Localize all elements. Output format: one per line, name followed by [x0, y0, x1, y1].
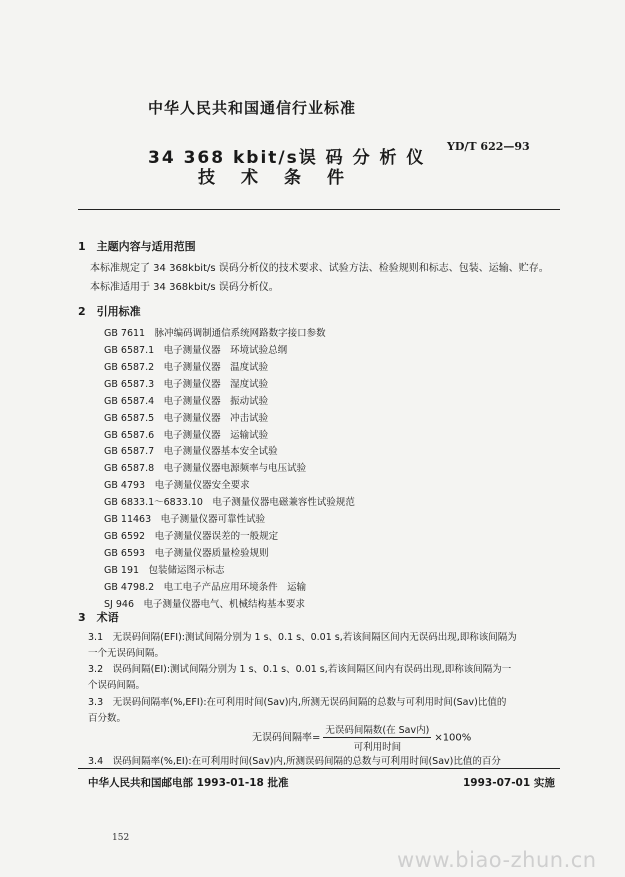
- reference-item: GB 4798.2 电工电子产品应用环境条件 运输: [104, 582, 307, 593]
- site-watermark: www.biao-zhun.cn: [397, 848, 597, 872]
- formula-multiplier: ×100%: [434, 732, 472, 744]
- header-divider: [78, 209, 560, 210]
- formula-denominator: 可利用时间: [353, 742, 402, 753]
- section1-paragraph-1: 本标准规定了 34 368kbit/s 误码分析仪的技术要求、试验方法、检验规则和标志、包装、运输、贮存。: [90, 263, 549, 274]
- reference-item: GB 4793 电子测量仪器安全要求: [104, 480, 250, 491]
- standard-code: YD/T 622—93: [447, 140, 530, 153]
- footer-divider: [78, 768, 560, 769]
- reference-item: GB 6587.4 电子测量仪器 振动试验: [104, 396, 269, 407]
- section1-paragraph-2: 本标准适用于 34 368kbit/s 误码分析仪。: [90, 282, 279, 293]
- document-title-line1: 34 368 kbit/s误 码 分 析 仪: [148, 148, 426, 168]
- approval-line: 中华人民共和国邮电部 1993-01-18 批准: [88, 777, 289, 789]
- term-3-3-line2: 百分数。: [88, 713, 127, 724]
- reference-item: GB 6587.3 电子测量仪器 湿度试验: [104, 379, 269, 390]
- efi-formula: [252, 722, 471, 753]
- formula-fraction: [323, 722, 431, 753]
- term-3-2-line1: 3.2 误码间隔(EI):测试间隔分别为 1 s、0.1 s、0.01 s,若该间隔区间内有误码出现,即称该间隔为一: [88, 664, 512, 675]
- reference-item: GB 191 包装储运图示标志: [104, 565, 225, 576]
- section-heading-2: 2 引用标准: [78, 305, 141, 318]
- reference-item: GB 6592 电子测量仪器误差的一般规定: [104, 531, 279, 542]
- reference-item: GB 6587.7 电子测量仪器基本安全试验: [104, 446, 278, 457]
- reference-item: GB 11463 电子测量仪器可靠性试验: [104, 514, 266, 525]
- reference-item: GB 7611 脉冲编码调制通信系统网路数字接口参数: [104, 328, 326, 339]
- formula-lhs: 无误码间隔率=: [252, 732, 321, 744]
- reference-item: GB 6833.1～6833.10 电子测量仪器电磁兼容性试验规范: [104, 497, 355, 508]
- issuing-organization: 中华人民共和国通信行业标准: [148, 99, 357, 117]
- term-3-4-line1: 3.4 误码间隔率(%,EI):在可利用时间(Sav)内,所测误码间隔的总数与可利用时间(Sav)比值的百分: [88, 756, 501, 767]
- document-title-line2: 技术条件: [198, 168, 370, 188]
- reference-item: GB 6587.2 电子测量仪器 温度试验: [104, 362, 269, 373]
- implementation-date: 1993-07-01 实施: [463, 777, 555, 789]
- term-3-3-line1: 3.3 无误码间隔率(%,EFI):在可利用时间(Sav)内,所测无误码间隔的总数与可利用时间(Sav)比值的: [88, 697, 507, 708]
- reference-item: GB 6587.6 电子测量仪器 运输试验: [104, 430, 269, 441]
- reference-item: GB 6593 电子测量仪器质量检验规则: [104, 548, 269, 559]
- reference-item: GB 6587.8 电子测量仪器电源频率与电压试验: [104, 463, 307, 474]
- page-number: 152: [112, 833, 130, 843]
- reference-item: GB 6587.5 电子测量仪器 冲击试验: [104, 413, 269, 424]
- term-3-1-line1: 3.1 无误码间隔(EFI):测试间隔分别为 1 s、0.1 s、0.01 s,若该间隔区间内无误码出现,即称该间隔为: [88, 632, 517, 643]
- reference-item: SJ 946 电子测量仪器电气、机械结构基本要求: [104, 599, 305, 610]
- formula-numerator: 无误码间隔数(在 Sav内): [323, 722, 431, 738]
- reference-item: GB 6587.1 电子测量仪器 环境试验总纲: [104, 345, 288, 356]
- term-3-1-line2: 一个无误码间隔。: [88, 648, 165, 659]
- section-heading-3: 3 术语: [78, 611, 119, 624]
- term-3-2-line2: 个误码间隔。: [88, 680, 146, 691]
- section-heading-1: 1 主题内容与适用范围: [78, 240, 196, 253]
